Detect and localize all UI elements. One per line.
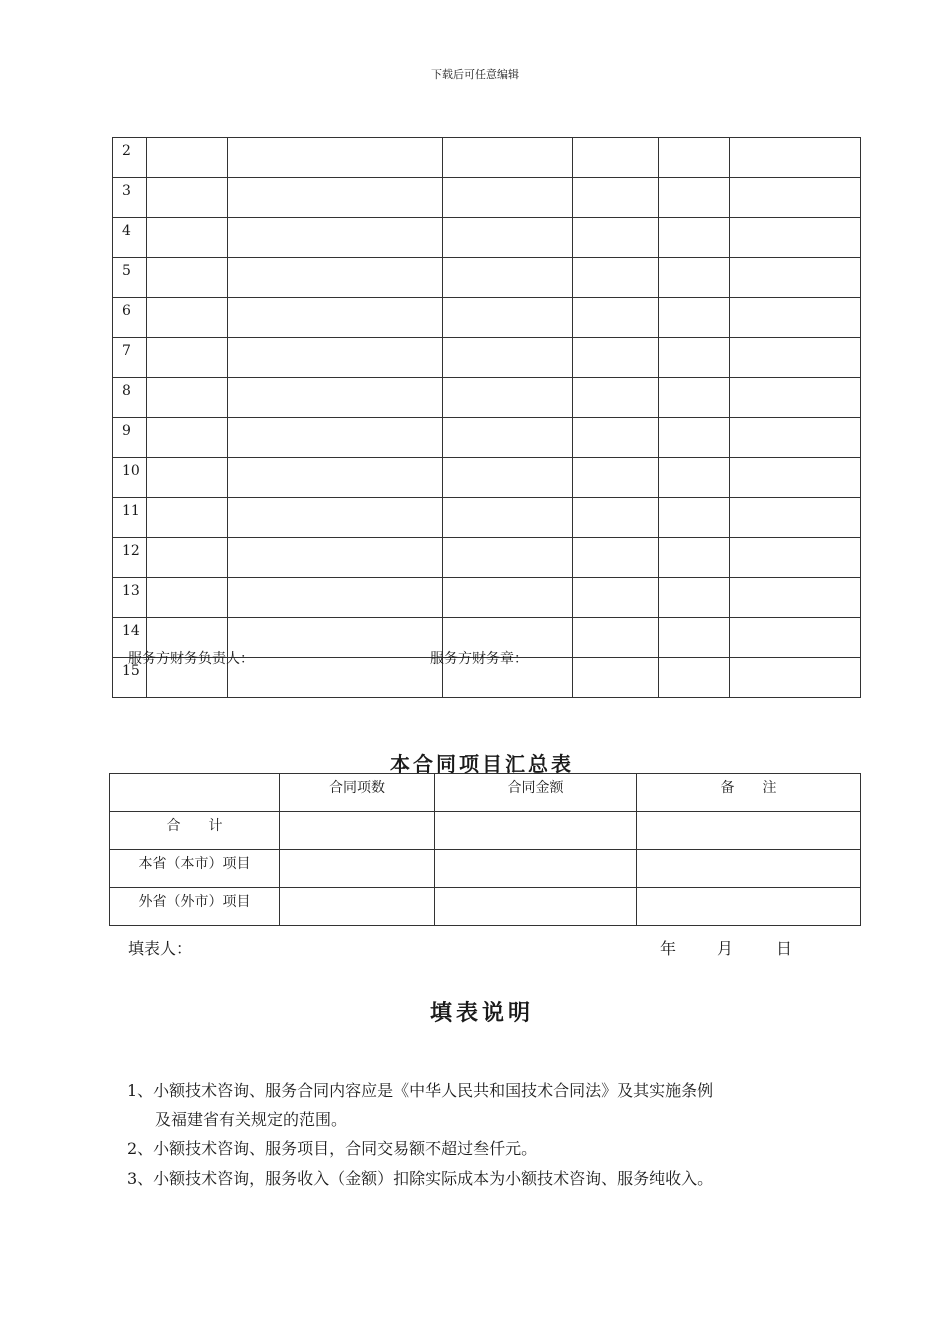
ledger-cell[interactable] (573, 658, 659, 698)
ledger-cell[interactable] (730, 218, 861, 258)
ledger-cell[interactable] (228, 138, 443, 178)
ledger-cell[interactable] (443, 538, 573, 578)
summary-row (110, 850, 861, 888)
ledger-cell[interactable] (443, 138, 573, 178)
ledger-cell[interactable] (659, 658, 730, 698)
ledger-cell[interactable] (659, 178, 730, 218)
ledger-cell[interactable] (147, 258, 228, 298)
instruction-line-continued: 及福建省有关规定的范围。 (155, 1110, 348, 1129)
ledger-cell[interactable] (659, 218, 730, 258)
contract-ledger-table (112, 137, 861, 698)
ledger-cell[interactable] (147, 178, 228, 218)
ledger-cell[interactable] (573, 618, 659, 658)
summary-cell[interactable] (435, 888, 637, 926)
ledger-row-number: 3 (113, 178, 147, 218)
ledger-cell[interactable] (147, 298, 228, 338)
ledger-cell[interactable] (573, 178, 659, 218)
finance-head-label: 服务方财务负责人： (128, 651, 254, 667)
instruction-line: 3、小额技术咨询，服务收入（金额）扣除实际成本为小额技术咨询、服务纯收入。 (127, 1169, 714, 1188)
date-day-label: 日 (776, 939, 793, 958)
summary-cell[interactable] (280, 850, 435, 888)
summary-title: 本合同项目汇总表 (390, 752, 574, 776)
ledger-cell[interactable] (659, 498, 730, 538)
ledger-cell[interactable] (730, 618, 861, 658)
ledger-cell[interactable] (147, 578, 228, 618)
ledger-cell[interactable] (228, 498, 443, 538)
ledger-row (113, 258, 861, 298)
instruction-item-2 (127, 1134, 847, 1163)
ledger-cell[interactable] (147, 218, 228, 258)
summary-cell[interactable] (637, 850, 861, 888)
ledger-cell[interactable] (659, 458, 730, 498)
ledger-cell[interactable] (730, 378, 861, 418)
ledger-cell[interactable] (730, 178, 861, 218)
ledger-cell[interactable] (228, 338, 443, 378)
ledger-row (113, 298, 861, 338)
ledger-cell[interactable] (659, 298, 730, 338)
ledger-cell[interactable] (443, 338, 573, 378)
ledger-row (113, 378, 861, 418)
ledger-cell[interactable] (228, 258, 443, 298)
ledger-cell[interactable] (573, 218, 659, 258)
summary-row-label: 合 计 (110, 812, 280, 850)
ledger-cell[interactable] (573, 458, 659, 498)
instruction-item-3 (127, 1164, 847, 1193)
ledger-cell[interactable] (573, 378, 659, 418)
ledger-cell[interactable] (228, 618, 443, 658)
ledger-row-number: 10 (113, 458, 147, 498)
ledger-cell[interactable] (573, 538, 659, 578)
date-year-label: 年 (660, 939, 677, 958)
header-note: 下载后可任意编辑 (431, 68, 519, 81)
ledger-row-number: 6 (113, 298, 147, 338)
ledger-cell[interactable] (573, 138, 659, 178)
ledger-cell[interactable] (147, 138, 228, 178)
ledger-cell[interactable] (228, 578, 443, 618)
ledger-cell[interactable] (443, 298, 573, 338)
ledger-cell[interactable] (228, 178, 443, 218)
ledger-row-number: 5 (113, 258, 147, 298)
ledger-row-number: 2 (113, 138, 147, 178)
ledger-row-number: 7 (113, 338, 147, 378)
summary-row-label: 本省（本市）项目 (110, 850, 280, 888)
ledger-row-number: 13 (113, 578, 147, 618)
ledger-cell[interactable] (659, 418, 730, 458)
ledger-cell[interactable] (228, 458, 443, 498)
ledger-cell[interactable] (228, 298, 443, 338)
ledger-cell[interactable] (228, 418, 443, 458)
summary-row (110, 812, 861, 850)
ledger-cell[interactable] (443, 418, 573, 458)
summary-row (110, 888, 861, 926)
ledger-cell[interactable] (147, 378, 228, 418)
summary-cell[interactable] (637, 888, 861, 926)
ledger-cell[interactable] (730, 538, 861, 578)
ledger-cell[interactable] (443, 258, 573, 298)
instruction-line: 1、小额技术咨询、服务合同内容应是《中华人民共和国技术合同法》及其实施条例 (127, 1081, 714, 1100)
ledger-row (113, 458, 861, 498)
ledger-cell[interactable] (573, 298, 659, 338)
ledger-cell[interactable] (730, 298, 861, 338)
ledger-cell[interactable] (730, 338, 861, 378)
ledger-cell[interactable] (147, 538, 228, 578)
ledger-cell[interactable] (228, 218, 443, 258)
ledger-row (113, 538, 861, 578)
ledger-cell[interactable] (147, 458, 228, 498)
summary-header-row (110, 774, 861, 812)
ledger-cell[interactable] (443, 498, 573, 538)
ledger-cell[interactable] (730, 418, 861, 458)
ledger-cell[interactable] (573, 338, 659, 378)
ledger-cell[interactable] (573, 258, 659, 298)
ledger-row (113, 218, 861, 258)
ledger-row-number: 9 (113, 418, 147, 458)
summary-cell[interactable] (280, 812, 435, 850)
ledger-cell[interactable] (228, 658, 443, 698)
summary-header-blank (110, 774, 280, 812)
ledger-cell[interactable] (730, 578, 861, 618)
instruction-line: 2、小额技术咨询、服务项目，合同交易额不超过叁仟元。 (127, 1139, 538, 1158)
summary-cell[interactable] (280, 888, 435, 926)
ledger-cell[interactable] (730, 658, 861, 698)
ledger-row-number: 4 (113, 218, 147, 258)
ledger-cell[interactable] (659, 258, 730, 298)
summary-header-remarks: 备 注 (637, 774, 861, 812)
ledger-cell[interactable] (573, 418, 659, 458)
ledger-row-number: 15 (113, 658, 147, 698)
ledger-cell[interactable] (730, 138, 861, 178)
instruction-item-1 (127, 1076, 847, 1134)
ledger-cell[interactable] (659, 578, 730, 618)
ledger-cell[interactable] (147, 338, 228, 378)
ledger-row (113, 498, 861, 538)
summary-cell[interactable] (637, 812, 861, 850)
ledger-cell[interactable] (659, 138, 730, 178)
ledger-row-number: 14 (113, 618, 147, 658)
ledger-cell[interactable] (443, 458, 573, 498)
ledger-row (113, 178, 861, 218)
ledger-cell[interactable] (730, 258, 861, 298)
date-month-label: 月 (717, 939, 734, 958)
ledger-row-number: 12 (113, 538, 147, 578)
summary-cell[interactable] (435, 850, 637, 888)
ledger-cell[interactable] (730, 458, 861, 498)
ledger-cell[interactable] (443, 378, 573, 418)
ledger-row-number: 8 (113, 378, 147, 418)
instructions-title: 填表说明 (429, 1001, 534, 1026)
ledger-cell[interactable] (443, 178, 573, 218)
ledger-cell[interactable] (659, 338, 730, 378)
ledger-cell[interactable] (147, 418, 228, 458)
ledger-cell[interactable] (443, 578, 573, 618)
finance-seal-label: 服务方财务章： (430, 651, 528, 667)
ledger-cell[interactable] (573, 578, 659, 618)
ledger-row-number: 11 (113, 498, 147, 538)
summary-table (109, 773, 861, 926)
ledger-cell[interactable] (443, 218, 573, 258)
summary-cell[interactable] (435, 812, 637, 850)
ledger-row (113, 578, 861, 618)
ledger-cell[interactable] (659, 538, 730, 578)
ledger-cell[interactable] (228, 538, 443, 578)
summary-header-amount: 合同金额 (435, 774, 637, 812)
ledger-cell[interactable] (573, 498, 659, 538)
ledger-cell[interactable] (659, 618, 730, 658)
ledger-cell[interactable] (147, 498, 228, 538)
filler-label: 填表人： (128, 939, 193, 958)
ledger-cell[interactable] (730, 498, 861, 538)
ledger-row (113, 418, 861, 458)
ledger-row (113, 338, 861, 378)
ledger-cell[interactable] (228, 378, 443, 418)
summary-row-label: 外省（外市）项目 (110, 888, 280, 926)
summary-header-count: 合同项数 (280, 774, 435, 812)
ledger-cell[interactable] (659, 378, 730, 418)
ledger-row (113, 138, 861, 178)
